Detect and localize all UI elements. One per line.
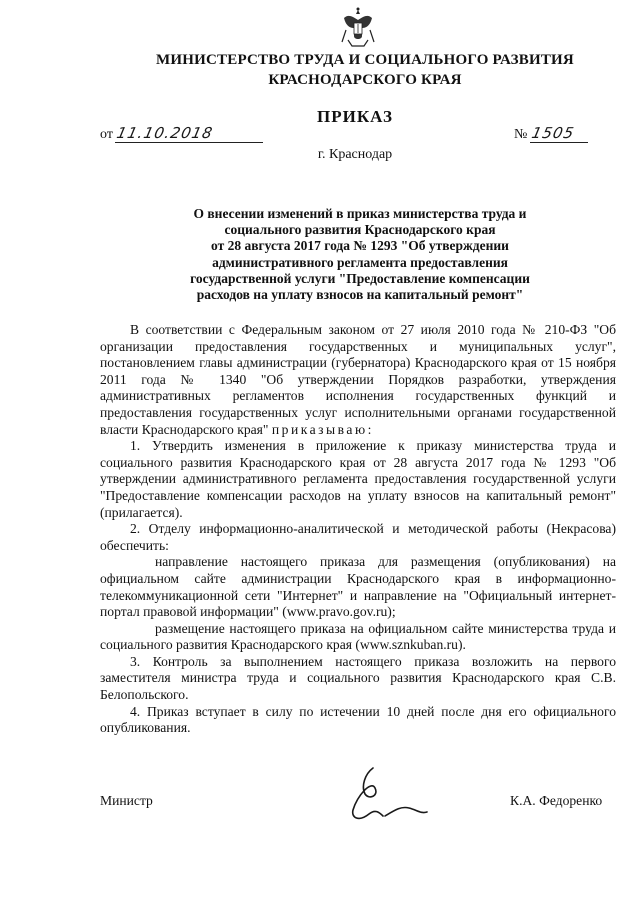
coat-of-arms-icon — [338, 6, 378, 50]
ministry-name — [100, 50, 630, 90]
paragraph-2b: размещение настоящего приказа на официальном сайте министерства труда и социального развития Краснодарского края (www.sznkuban.ru). — [100, 620, 616, 653]
number-line — [530, 124, 588, 143]
preamble-paragraph — [100, 322, 616, 438]
number-field — [514, 124, 588, 143]
document-body — [100, 322, 616, 737]
date-field — [100, 124, 263, 143]
paragraph-1: 1. Утвердить изменения в приложение к приказу министерства труда и социального развития Краснодарского края от 28 августа 2017 года № 1293 "Об утверждении административного регламента предоставления государственной услуги "Предоставление компенсации расходов на уплату взносов на капитальный ремонт" (прилагается). — [100, 438, 616, 520]
date-value: 11.10.2018 — [115, 124, 215, 142]
date-line — [115, 124, 263, 143]
handwritten-signature — [335, 760, 435, 830]
document-title — [130, 206, 590, 303]
number-label: № — [514, 127, 528, 142]
paragraph-2: 2. Отделу информационно-аналитической и методической работы (Некрасова) обеспечить: — [100, 521, 616, 553]
title-line: государственной услуги "Предоставление компенсации — [190, 270, 530, 286]
title-line: социального развития Краснодарского края — [224, 222, 496, 238]
title-line: расходов на уплату взносов на капитальный ремонт" — [196, 287, 524, 303]
title-line: административного регламента предоставления — [212, 254, 508, 270]
order-word: приказываю: — [271, 421, 374, 437]
title-line: от 28 августа 2017 года № 1293 "Об утверждении — [211, 238, 509, 254]
date-label: от — [100, 127, 113, 142]
preamble-text: В соответствии с Федеральным законом от 27 июля 2010 года № 210-ФЗ "Об организации предоставления государственных и муниципальных услуг", постановлением главы администрации (губернатора) Краснодарского края от 15 ноября 2011 года № 1340 "Об утверждении Порядков разработки, утверждения административных регламентов исполнения государственных функций и предоставления государственных услуг исполнительными органами государственной власти Краснодарского края" — [100, 322, 616, 437]
paragraph-3: 3. Контроль за выполнением настоящего приказа возложить на первого заместителя министра труда и социального развития Краснодарского края С.В. Белопольского. — [100, 653, 616, 703]
signatory-name: К.А. Федоренко — [510, 793, 603, 808]
title-line: О внесении изменений в приказ министерства труда и — [193, 206, 527, 221]
number-value: 1505 — [530, 124, 577, 142]
signatory-position: Министр — [100, 793, 153, 808]
ministry-line-2: КРАСНОДАРСКОГО КРАЯ — [268, 72, 462, 88]
paragraph-2a: направление настоящего приказа для размещения (опубликования) на официальном сайте администрации Краснодарского края в информационно-телекоммуникационной сети "Интернет" и направление на "Официальный интернет-портал правовой информации" (www.pravo.gov.ru); — [100, 554, 616, 620]
paragraph-4: 4. Приказ вступает в силу по истечении 10 дней после дня его официального опубликования. — [100, 703, 616, 736]
document-type: ПРИКАЗ — [317, 107, 393, 126]
ministry-line-1: МИНИСТЕРСТВО ТРУДА И СОЦИАЛЬНОГО РАЗВИТИЯ — [156, 52, 574, 68]
city: г. Краснодар — [317, 147, 393, 162]
